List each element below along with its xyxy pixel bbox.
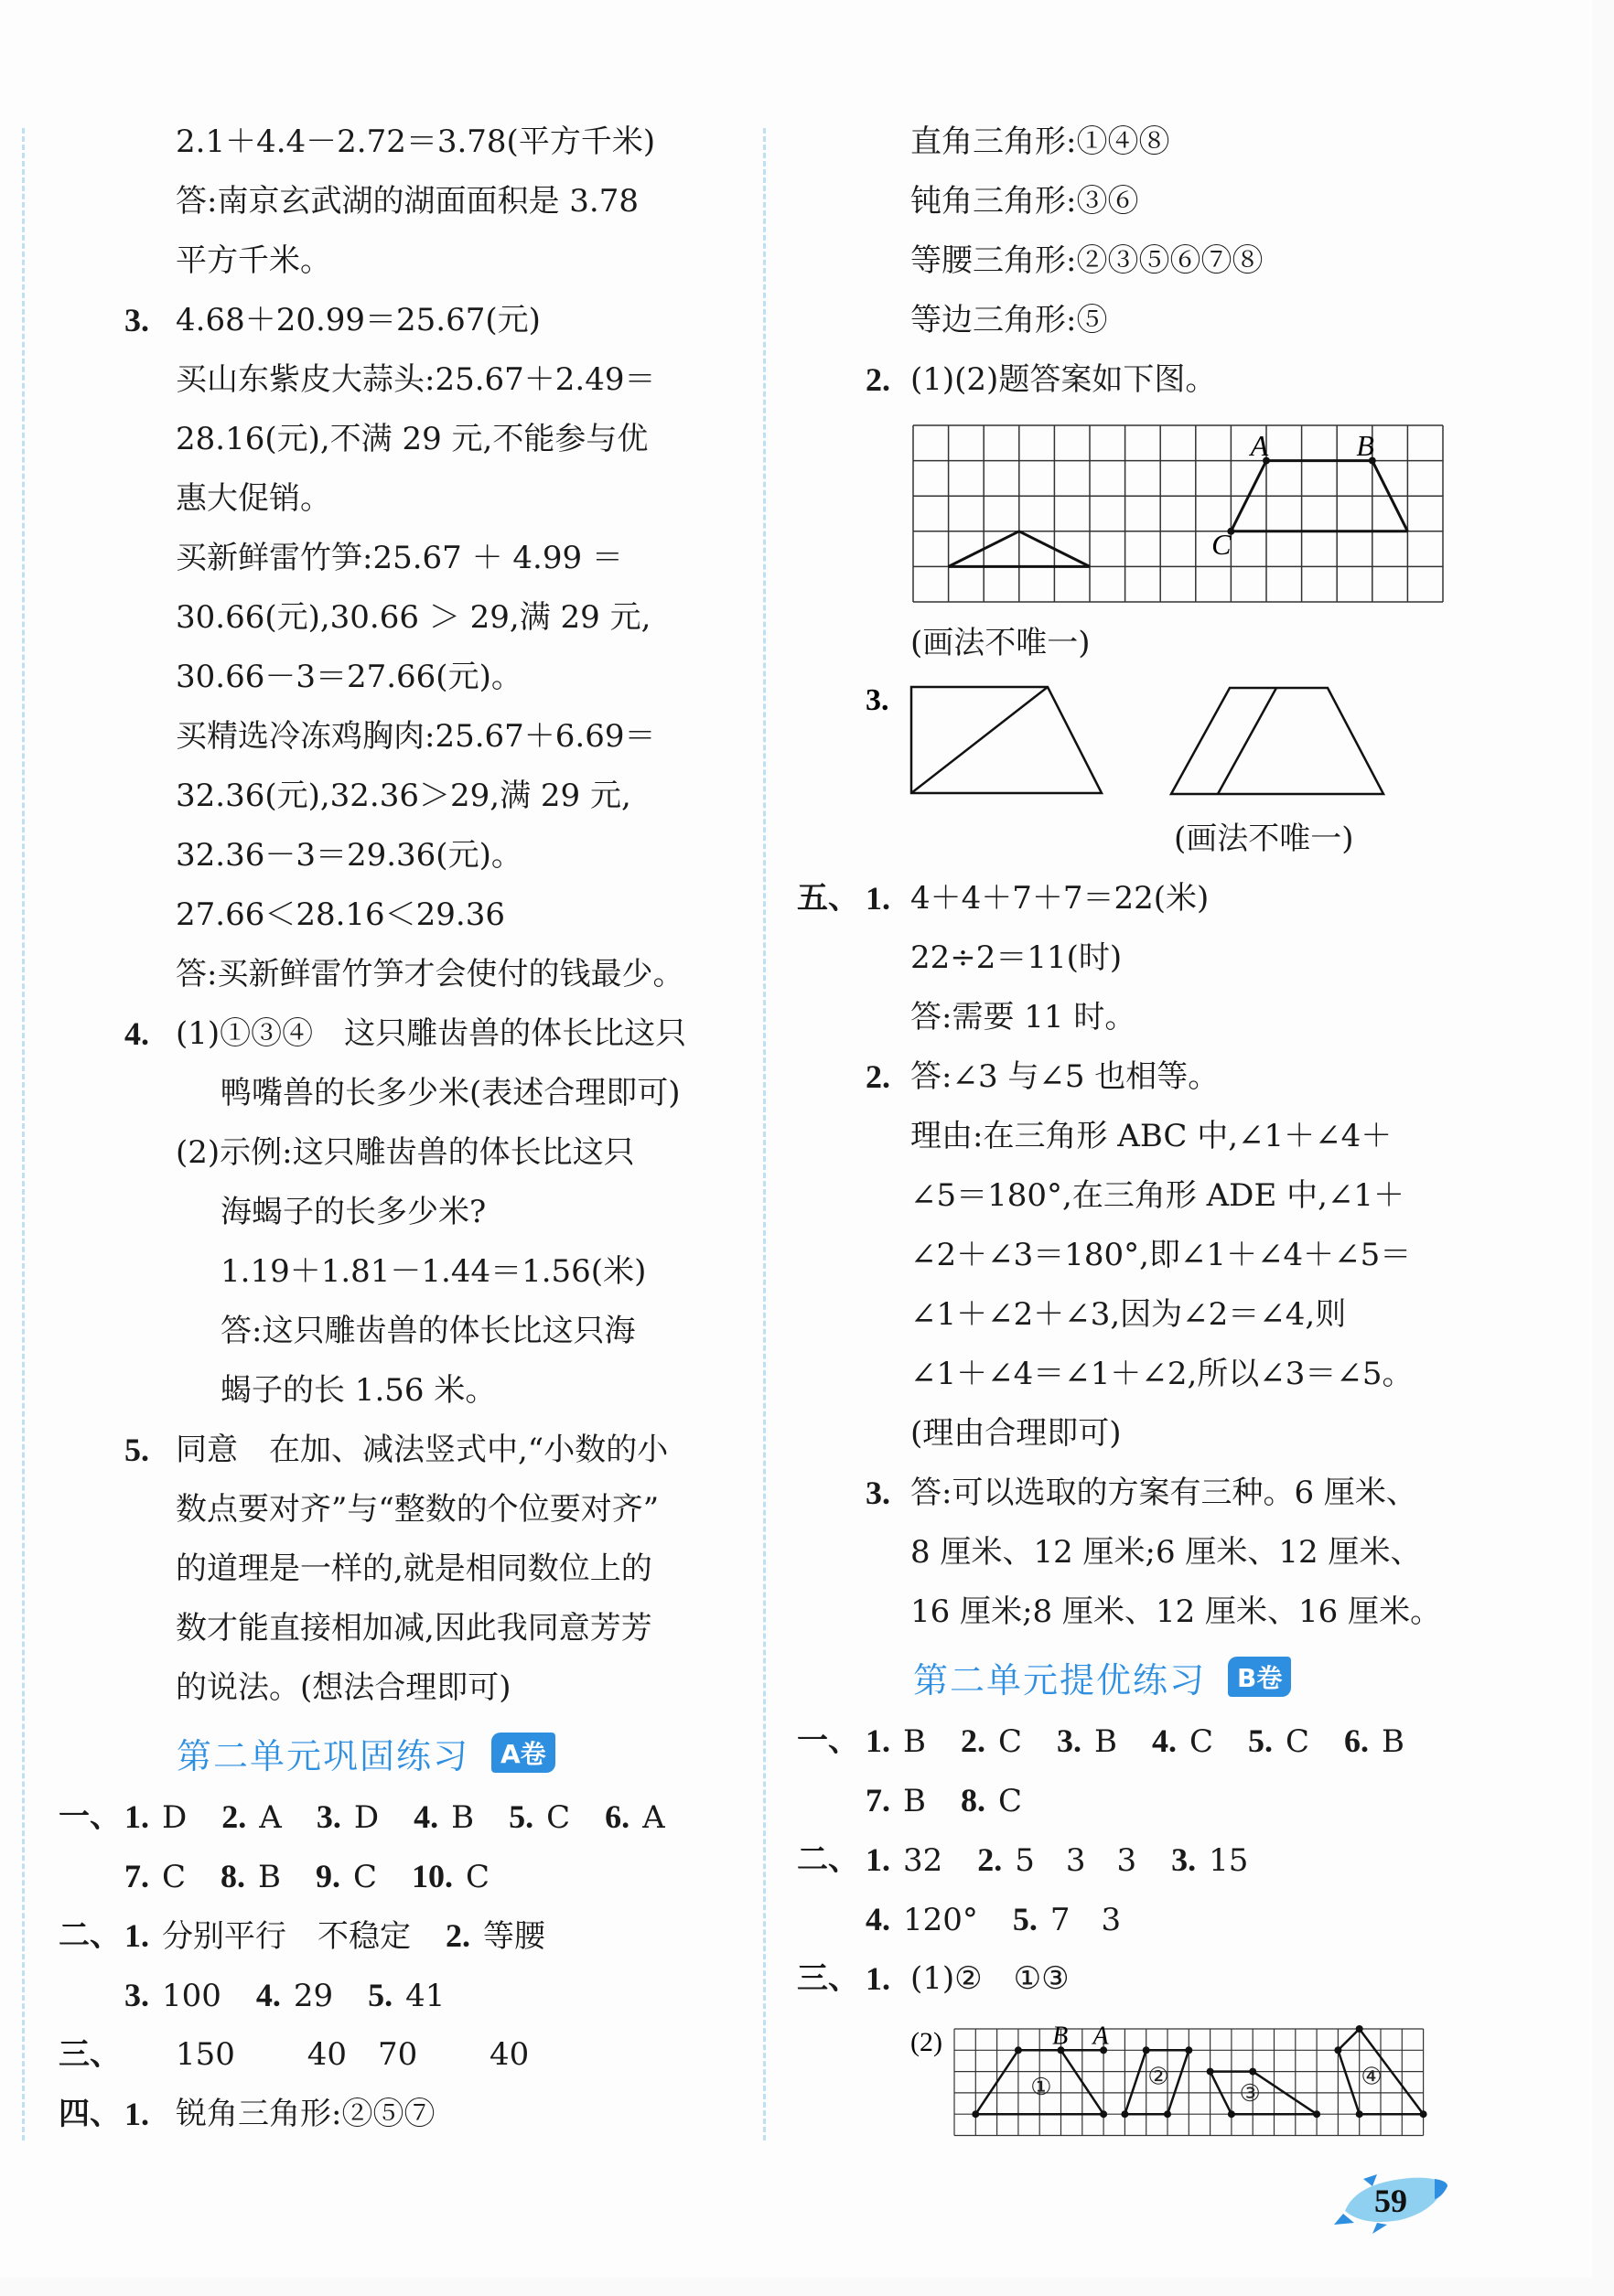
question-number: 4.	[1152, 1722, 1178, 1759]
shape-number-label: ④	[1361, 2063, 1383, 2090]
answer-text: 买精选冷冻鸡胸肉:25.67＋6.69＝	[176, 718, 656, 755]
answer-text: ∠1＋∠2＋∠3,因为∠2＝∠4,则	[910, 1296, 1347, 1333]
text-line	[59, 707, 736, 767]
text-line	[797, 1523, 1474, 1583]
answer-list	[124, 1906, 580, 1967]
answer-text: 22÷2＝11(时)	[910, 939, 1123, 976]
text-line	[59, 1480, 736, 1540]
left-lines-a	[59, 113, 736, 1718]
text-line	[797, 1107, 1474, 1166]
question-number: 5.	[368, 1977, 393, 2013]
answer-text: 1.19＋1.81－1.44＝1.56(米)	[221, 1253, 647, 1290]
answer-value: D	[353, 1799, 380, 1836]
text-line	[59, 1421, 736, 1480]
text-line	[797, 614, 1474, 673]
text-line	[59, 1847, 736, 1906]
answer-value: B	[903, 1723, 926, 1760]
answer-value: 32	[903, 1842, 943, 1879]
answer-value: C	[466, 1859, 490, 1895]
answer-text: 答:这只雕齿兽的体长比这只海	[221, 1313, 636, 1349]
page-number: 59	[1374, 2183, 1407, 2219]
question-number: 1.	[866, 1960, 890, 1997]
answer-value: 分别平行 不稳定	[162, 1918, 411, 1955]
point-label-a: A	[1250, 428, 1269, 462]
question-number: 4.	[414, 1798, 439, 1835]
dividing-line	[1218, 688, 1276, 794]
answer-text: (1)(2)题答案如下图。	[910, 361, 1217, 398]
answer-value: A	[259, 1799, 282, 1836]
question-number: 4.	[866, 1901, 890, 1937]
answer-text: 4.68＋20.99＝25.67(元)	[176, 302, 541, 338]
answer-value: 120°	[903, 1902, 978, 1938]
answer-list	[866, 1771, 1057, 1831]
section-title: 第二单元巩固练习	[177, 1735, 470, 1776]
question-number: 3.	[866, 683, 889, 717]
text-line	[59, 1361, 736, 1421]
text-line	[59, 410, 736, 469]
question-number: 3.	[316, 1798, 341, 1835]
section-title: 第二单元提优练习	[913, 1659, 1207, 1701]
shape-number-label: ①	[1030, 2074, 1052, 2101]
answer-text: (理由合理即可)	[910, 1415, 1122, 1452]
vertex-point	[972, 2110, 979, 2118]
level-badge-b: B卷	[1228, 1657, 1291, 1697]
answer-text: 答:∠3 与∠5 也相等。	[910, 1058, 1220, 1095]
question-number: 10.	[412, 1858, 454, 1894]
answer-value: B	[451, 1799, 475, 1836]
right-lines-b	[797, 869, 1474, 1642]
vertex-point	[1334, 2046, 1341, 2054]
vertex-point	[1143, 2046, 1150, 2054]
question-number: 2.	[977, 1841, 1003, 1878]
vertex-point	[1228, 2110, 1235, 2118]
answer-value: C	[353, 1859, 378, 1895]
text-line	[797, 1345, 1474, 1404]
question-number: 5.	[124, 1432, 149, 1468]
shape-edge	[1338, 2029, 1359, 2050]
question-number: 1.	[124, 1917, 149, 1954]
vertex-point	[1100, 2110, 1107, 2118]
answer-text: 数点要对齐”与“整数的个位要对齐”	[176, 1491, 660, 1528]
answer-text: (画法不唯一)	[910, 625, 1091, 661]
answer-value: 等腰	[483, 1918, 545, 1955]
text-line	[59, 350, 736, 410]
answer-value: C	[162, 1859, 187, 1895]
question-number: 4.	[255, 1977, 281, 2013]
text-line	[59, 826, 736, 885]
answer-text: 等腰三角形:②③⑤⑥⑦⑧	[910, 242, 1264, 279]
question-number: 2.	[866, 1058, 890, 1095]
text-line	[797, 1949, 1474, 2009]
answer-list	[124, 1966, 479, 2026]
question-number: 1.	[866, 880, 890, 917]
vertex-point	[1356, 2110, 1363, 2118]
answer-text: (2)示例:这只雕齿兽的体长比这只	[176, 1134, 635, 1171]
question-number: 2.	[446, 1917, 470, 1954]
right-lines-c	[797, 1711, 1474, 2009]
text-line	[797, 1583, 1474, 1642]
answer-text: 直角三角形:①④⑧	[910, 123, 1170, 160]
point-label-a: A	[1092, 2022, 1109, 2051]
answer-text: 的道理是一样的,就是相同数位上的	[176, 1550, 652, 1587]
answer-value: 7 3	[1049, 1902, 1122, 1938]
answer-text: 平方千米。	[176, 242, 331, 279]
shape-number-label: ③	[1239, 2080, 1261, 2108]
answer-text: (1)② ①③	[910, 1960, 1070, 1997]
answer-text: 锐角三角形:②⑤⑦	[176, 2096, 436, 2132]
vertex-point	[1121, 2110, 1128, 2118]
section-number: 二、	[59, 1917, 121, 1954]
text-line	[797, 1166, 1474, 1226]
answer-value: C	[998, 1783, 1023, 1819]
answer-value: 5 3 3	[1015, 1842, 1137, 1879]
answer-text: 钝角三角形:③⑥	[910, 183, 1139, 220]
answer-value: C	[1286, 1723, 1310, 1760]
answer-value: C	[1189, 1723, 1214, 1760]
vertex-point	[1249, 2068, 1256, 2076]
left-margin-divider	[22, 128, 25, 2140]
column-divider	[763, 128, 766, 2140]
text-line	[59, 767, 736, 826]
question-number: 3.	[124, 1977, 149, 2013]
text-line	[59, 2025, 736, 2085]
question-number: 3.	[866, 1475, 890, 1511]
answer-value: B	[258, 1859, 282, 1895]
answer-text: 32.36－3＝29.36(元)。	[176, 837, 522, 874]
text-line	[797, 231, 1474, 291]
answer-text: 2.1＋4.4－2.72＝3.78(平方千米)	[176, 123, 656, 160]
text-line	[797, 1890, 1474, 1949]
shape-number-label: ②	[1147, 2063, 1169, 2090]
answer-text: (1)①③④ 这只雕齿兽的体长比这只	[176, 1015, 687, 1052]
question-number: 2.	[866, 361, 890, 398]
answer-text: 海蝎子的长多少米?	[221, 1194, 487, 1230]
text-line	[59, 1787, 736, 1847]
answer-text: 28.16(元),不满 29 元,不能参与优	[176, 421, 649, 457]
question-number: 8.	[221, 1858, 246, 1894]
answer-text: 27.66＜28.16＜29.36	[176, 896, 506, 933]
shape-edge	[1124, 2050, 1146, 2114]
figure-3	[797, 673, 1474, 810]
section-number: 一、	[59, 1798, 121, 1835]
answer-text: 4＋4＋7＋7＝22(米)	[910, 880, 1210, 917]
answer-value: A	[642, 1799, 665, 1836]
answer-text: 买山东紫皮大蒜头:25.67＋2.49＝	[176, 361, 656, 398]
point-label-b: B	[1356, 428, 1374, 462]
text-line	[59, 1123, 736, 1183]
trapezoid	[1171, 688, 1383, 794]
answer-text: ∠2＋∠3＝180°,即∠1＋∠4＋∠5＝	[910, 1237, 1412, 1273]
vertex-point	[1015, 2046, 1022, 2054]
trapezoid-division-diagram	[797, 673, 1474, 810]
answer-list	[866, 1711, 1439, 1772]
section-header-improvement	[797, 1642, 1474, 1711]
answer-list	[866, 1830, 1283, 1891]
text-line	[59, 648, 736, 707]
answer-value: C	[546, 1799, 571, 1836]
text-line	[797, 810, 1474, 869]
question-number: 1.	[866, 1841, 890, 1878]
section-number: 五、	[797, 880, 859, 917]
text-line	[797, 988, 1474, 1047]
section-header-consolidation	[59, 1718, 736, 1787]
text-line	[59, 1302, 736, 1361]
answer-value: 100	[162, 1978, 221, 2014]
text-line	[797, 350, 1474, 410]
section-number: 三、	[797, 1960, 859, 1997]
answer-text: 150 40 70 40	[176, 2036, 530, 2073]
question-number: 8.	[961, 1782, 985, 1819]
answer-value: B	[1094, 1723, 1118, 1760]
answer-text: 理由:在三角形 ABC 中,∠1＋∠4＋	[910, 1118, 1393, 1154]
right-lines-a	[797, 113, 1474, 410]
answer-text: 答:可以选取的方案有三种。6 厘米、	[910, 1475, 1417, 1511]
rocket-icon	[1327, 2161, 1455, 2234]
question-number: 4.	[124, 1015, 149, 1052]
vertex-point	[1420, 2110, 1427, 2118]
question-number: 3.	[1057, 1722, 1082, 1759]
text-line	[59, 113, 736, 172]
text-line	[59, 1242, 736, 1302]
section-number: 一、	[797, 1722, 859, 1759]
text-line	[59, 172, 736, 231]
note-text: (画法不唯一)	[1174, 821, 1354, 857]
section-number: 二、	[797, 1841, 859, 1878]
answer-list	[124, 1847, 524, 1907]
text-line	[797, 291, 1474, 350]
question-number: 3.	[124, 302, 149, 338]
text-line	[797, 1464, 1474, 1523]
question-number: 6.	[605, 1798, 630, 1835]
answer-value: B	[903, 1783, 926, 1819]
vertex-point	[1164, 2110, 1171, 2118]
text-line	[59, 291, 736, 350]
point-label-b: B	[1052, 2022, 1069, 2051]
sub-question-label: (2)	[910, 2027, 942, 2057]
answer-text: 鸭嘴兽的长多少米(表述合理即可)	[221, 1075, 681, 1111]
text-line	[59, 1599, 736, 1658]
section-number: 四、	[59, 2096, 121, 2132]
question-number: 1.	[124, 2096, 149, 2132]
shape-edge	[1167, 2050, 1189, 2114]
answer-value: 29	[293, 1978, 334, 2014]
left-lines-b	[59, 1787, 736, 2144]
answer-text: 的说法。(想法合理即可)	[176, 1669, 511, 1706]
grid-figure-2	[797, 2009, 1474, 2146]
text-line	[797, 1047, 1474, 1107]
text-line	[59, 1183, 736, 1242]
vertex-point	[1185, 2046, 1192, 2054]
question-number: 2.	[961, 1722, 985, 1759]
page-number-badge	[1327, 2161, 1455, 2234]
text-line	[59, 1658, 736, 1718]
answer-text: 惠大促销。	[176, 480, 331, 517]
text-line	[59, 231, 736, 291]
answer-text: 8 厘米、12 厘米;6 厘米、12 厘米、	[910, 1534, 1422, 1571]
answer-text: 蝎子的长 1.56 米。	[221, 1372, 497, 1409]
dividing-line	[911, 687, 1048, 793]
point-label-c: C	[1211, 527, 1232, 561]
text-line	[59, 2085, 736, 2144]
grid-diagram-triangle-trapezoid	[797, 410, 1474, 614]
text-line	[59, 1906, 736, 1966]
answer-text: 答:南京玄武湖的湖面面积是 3.78	[176, 183, 639, 220]
note-line	[797, 810, 1474, 869]
text-line	[797, 1226, 1474, 1285]
answer-value: B	[1382, 1723, 1405, 1760]
level-badge-a: A卷	[491, 1733, 555, 1773]
question-number: 9.	[316, 1858, 341, 1894]
left-column	[59, 113, 736, 2144]
vertex-point	[1207, 2068, 1214, 2076]
question-number: 7.	[124, 1858, 149, 1894]
text-line	[797, 1771, 1474, 1830]
answer-text: 30.66(元),30.66 ＞ 29,满 29 元,	[176, 599, 651, 636]
text-line	[59, 945, 736, 1004]
text-line	[59, 469, 736, 529]
question-number: 1.	[866, 1722, 890, 1759]
answer-value: C	[998, 1723, 1023, 1760]
text-line	[59, 1004, 736, 1064]
answer-text: 16 厘米;8 厘米、12 厘米、16 厘米。	[910, 1593, 1442, 1630]
answer-text: 答:需要 11 时。	[910, 999, 1136, 1035]
answer-list	[866, 1890, 1156, 1950]
text-line	[797, 928, 1474, 988]
question-number: 6.	[1344, 1722, 1370, 1759]
text-line	[797, 1285, 1474, 1345]
grid-figure-1	[797, 410, 1474, 614]
text-line	[797, 1711, 1474, 1771]
text-line	[59, 588, 736, 648]
text-line	[797, 113, 1474, 172]
question-number: 1.	[124, 1798, 149, 1835]
vertex-point	[1313, 2110, 1320, 2118]
text-line	[59, 529, 736, 588]
answer-text: 买新鲜雷竹笋:25.67 ＋ 4.99 ＝	[176, 540, 623, 576]
text-line	[59, 1966, 736, 2025]
answer-list	[124, 1787, 700, 1848]
question-number: 3.	[1171, 1841, 1197, 1878]
answer-value: D	[162, 1799, 188, 1836]
answer-value: 15	[1209, 1842, 1249, 1879]
grid-diagram-quadrilaterals	[797, 2009, 1474, 2146]
answer-text: 答:买新鲜雷竹笋才会使付的钱最少。	[176, 956, 684, 992]
right-trapezoid	[911, 687, 1102, 793]
answer-value: 41	[405, 1978, 446, 2014]
answer-text: ∠5＝180°,在三角形 ADE 中,∠1＋	[910, 1177, 1404, 1214]
note-line	[797, 614, 1474, 673]
vertex-point	[1356, 2025, 1363, 2033]
question-number: 7.	[866, 1782, 890, 1819]
text-line	[59, 1064, 736, 1123]
text-line	[797, 1830, 1474, 1890]
text-line	[797, 172, 1474, 231]
text-line	[59, 1540, 736, 1599]
text-line	[797, 1404, 1474, 1464]
question-number: 5.	[1248, 1722, 1274, 1759]
answer-text: 同意 在加、减法竖式中,“小数的小	[176, 1432, 669, 1468]
answer-text: 数才能直接相加减,因此我同意芳芳	[176, 1610, 652, 1647]
answer-text: ∠1＋∠4＝∠1＋∠2,所以∠3＝∠5。	[910, 1356, 1414, 1392]
question-number: 5.	[1012, 1901, 1038, 1937]
answer-text: 32.36(元),32.36＞29,满 29 元,	[176, 778, 631, 814]
question-number: 2.	[221, 1798, 247, 1835]
right-column	[797, 113, 1474, 2146]
question-number: 5.	[509, 1798, 534, 1835]
shape-edge	[1338, 2050, 1359, 2114]
section-number: 三、	[59, 2036, 121, 2073]
answer-text: 30.66－3＝27.66(元)。	[176, 659, 522, 695]
answer-text: 等边三角形:⑤	[910, 302, 1108, 338]
text-line	[59, 885, 736, 945]
text-line	[797, 869, 1474, 928]
